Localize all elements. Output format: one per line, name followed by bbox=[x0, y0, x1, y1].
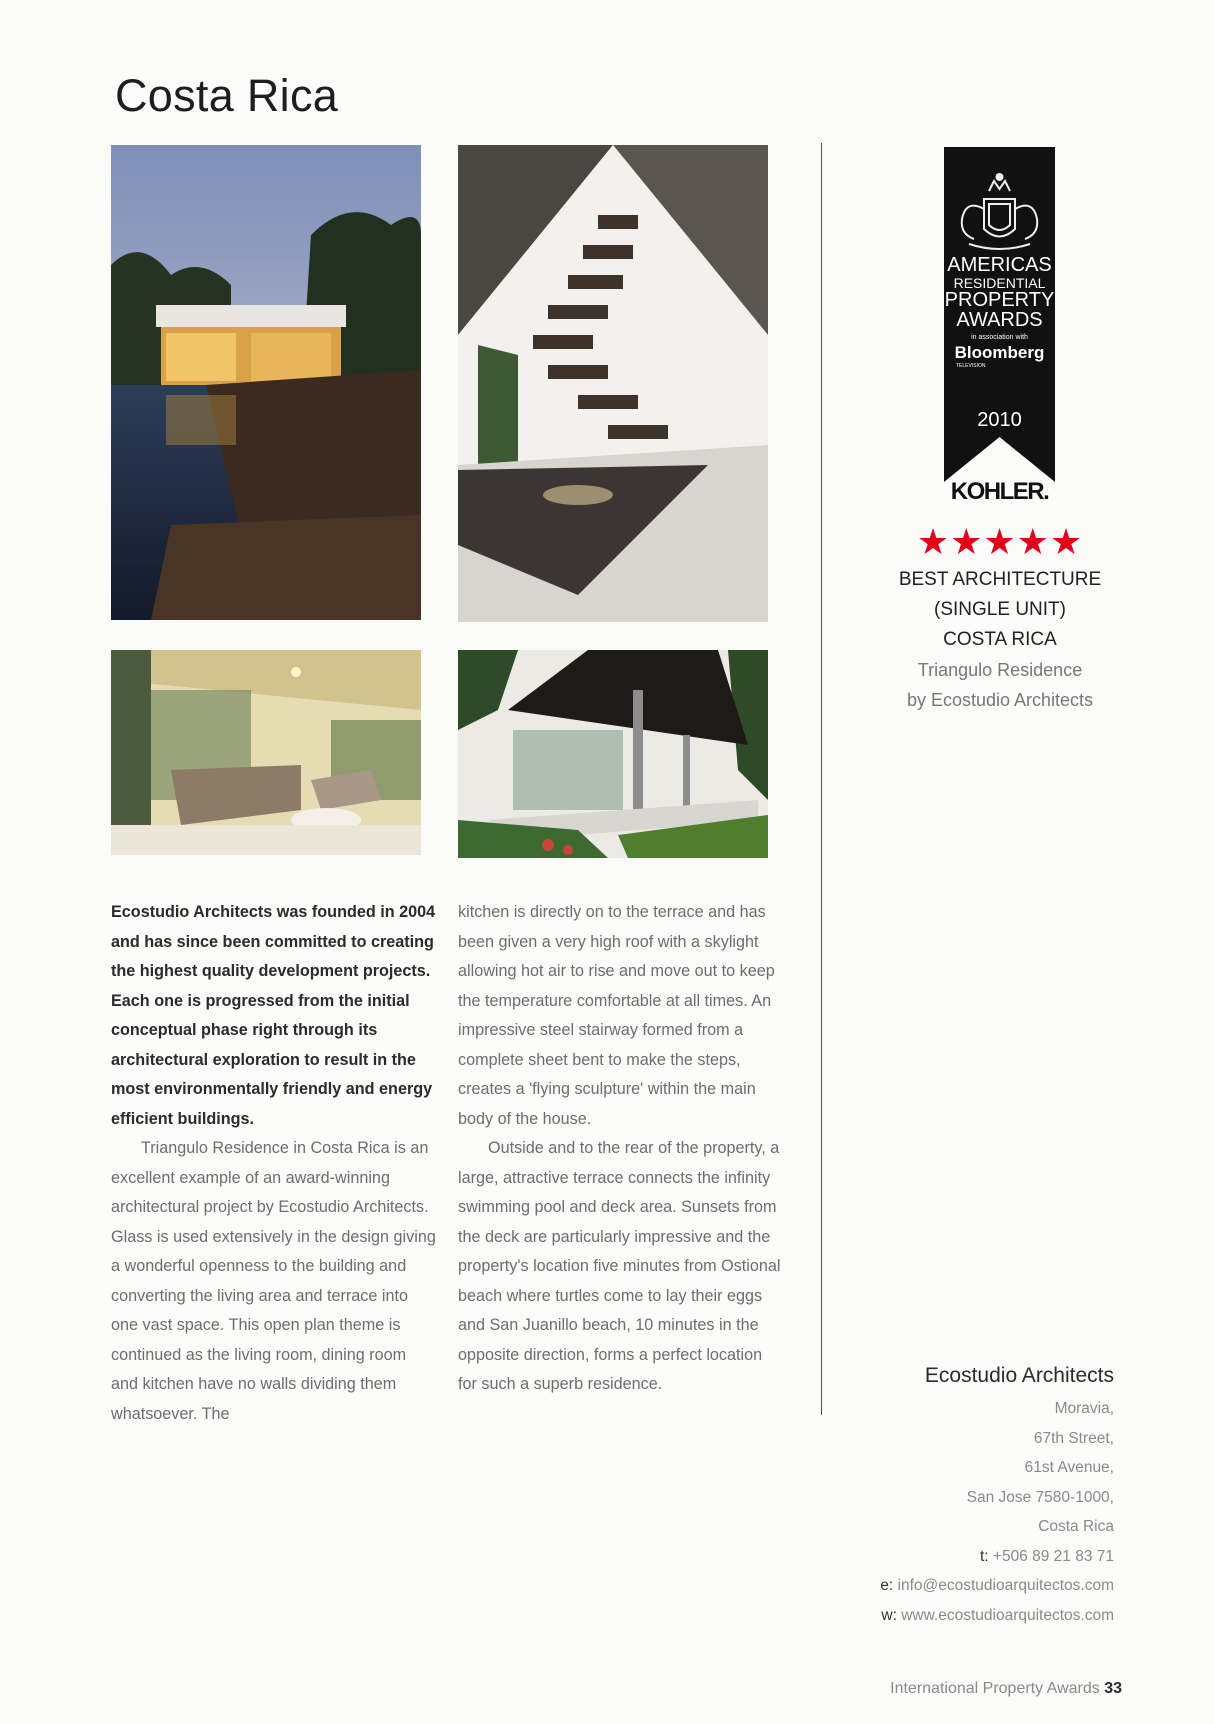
article-column-left bbox=[111, 898, 436, 1429]
phone-number: +506 89 21 83 71 bbox=[992, 1547, 1114, 1565]
award-architect: by Ecostudio Architects bbox=[906, 690, 1094, 710]
address-line: San Jose 7580-1000, bbox=[966, 1488, 1114, 1506]
intro-paragraph: Ecostudio Architects was founded in 2004 and has since been committed to creating the highest quality development projects. Each one is progressed from the initial conceptual phase right through its architectural exploration to result in the most environmentally friendly and energy efficient buildings. bbox=[111, 903, 436, 1128]
address-line: 61st Avenue, bbox=[1024, 1459, 1114, 1476]
badge-year: 2010 bbox=[977, 409, 1022, 431]
award-country: COSTA RICA bbox=[943, 629, 1057, 650]
page-footer bbox=[890, 1680, 1122, 1698]
address-line: Moravia, bbox=[1054, 1400, 1114, 1417]
badge-line-property: PROPERTY bbox=[944, 289, 1055, 311]
email-label: e: bbox=[880, 1577, 894, 1594]
page-number: 33 bbox=[1104, 1680, 1122, 1697]
address-line: Costa Rica bbox=[1038, 1518, 1114, 1535]
living-room-photo bbox=[111, 650, 421, 855]
award-category-line1: BEST ARCHITECTURE bbox=[898, 569, 1102, 590]
award-project: Triangulo Residence bbox=[917, 660, 1083, 680]
email-line bbox=[880, 1571, 1114, 1601]
exterior-pool-deck-photo bbox=[111, 145, 421, 620]
award-details bbox=[880, 565, 1120, 715]
coat-of-arms-icon bbox=[944, 159, 1055, 259]
award-category-line2: (SINGLE UNIT) bbox=[934, 599, 1066, 620]
badge-line-residential: RESIDENTIAL bbox=[953, 275, 1046, 291]
page-title: Costa Rica bbox=[115, 70, 339, 121]
contact-block bbox=[880, 1364, 1114, 1630]
company-name: Ecostudio Architects bbox=[924, 1364, 1114, 1387]
website-label: w: bbox=[881, 1606, 897, 1624]
phone-line bbox=[880, 1542, 1114, 1572]
footer-text: International Property Awards bbox=[890, 1680, 1100, 1697]
phone-label: t: bbox=[979, 1547, 989, 1565]
body-paragraph-2: kitchen is directly on to the terrace and has been given a very high roof with a skylight allowing hot air to rise and move out to keep the temperature comfortable at all times. An impressive steel stairway formed from a complete sheet bent to make the steps, creates a 'flying sculpture' within the main body of the house. bbox=[458, 903, 775, 1128]
address-line: 67th Street, bbox=[1033, 1429, 1114, 1447]
article-column-right bbox=[458, 898, 783, 1400]
terrace-exterior-photo bbox=[458, 650, 768, 858]
kohler-logo: KOHLER. bbox=[950, 478, 1049, 505]
badge-sponsor-sub: TELEVISION bbox=[956, 363, 986, 369]
body-paragraph-3: Outside and to the rear of the property, a large, attractive terrace connects the infinity swimming pool and deck area. Sunsets from the deck are particularly impressive and the property's location five minutes from Ostional beach where turtles come to lay their eggs and San Juanillo beach, 10 minutes in the opposite direction, forms a perfect location for such a superb residence. bbox=[458, 1139, 781, 1393]
website-line bbox=[880, 1601, 1114, 1631]
column-divider bbox=[821, 143, 822, 1415]
award-badge bbox=[944, 147, 1055, 482]
badge-sponsor: Bloomberg bbox=[954, 343, 1045, 362]
website-url: www.ecostudioarquitectos.com bbox=[901, 1606, 1114, 1624]
badge-line-awards: AWARDS bbox=[956, 309, 1043, 331]
email-address: info@ecostudioarquitectos.com bbox=[897, 1577, 1114, 1594]
badge-line-americas: AMERICAS bbox=[947, 254, 1052, 276]
body-paragraph-1: Triangulo Residence in Costa Rica is an excellent example of an award-winning architectural project by Ecostudio Architects. Glass is used extensively in the design giving a wonderful openness to the building and converting the living area and terrace into one vast space. This open plan theme is continued as the living room, dining room and kitchen have no walls dividing them whatsoever. The bbox=[111, 1139, 436, 1423]
badge-association-text: in association with bbox=[971, 334, 1028, 341]
five-star-rating: ★★★★★ bbox=[916, 521, 1084, 562]
floating-stairway-photo bbox=[458, 145, 768, 622]
